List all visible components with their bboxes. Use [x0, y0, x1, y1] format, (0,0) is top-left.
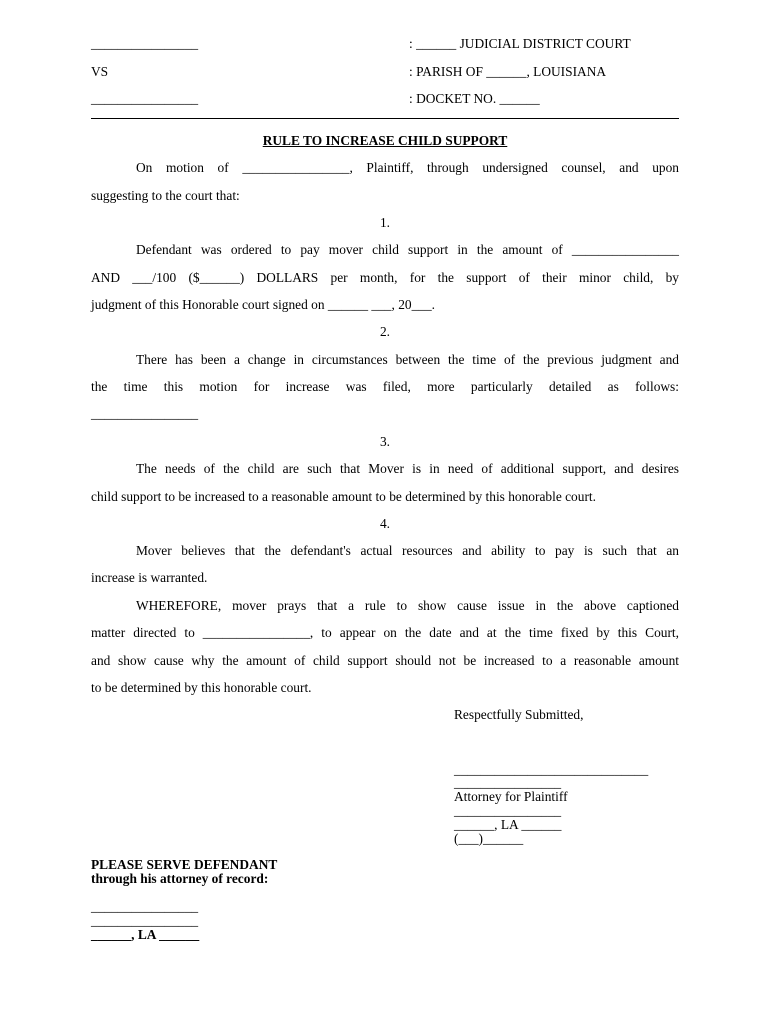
wherefore-line-3: and show cause why the amount of child support should not be increased to a reasonable amount	[91, 653, 679, 668]
signature-city: ______, LA ______	[454, 817, 562, 832]
caption-divider	[91, 118, 679, 119]
wherefore-line-4: to be determined by this honorable court.	[91, 680, 312, 695]
signature-line: _____________________________	[454, 762, 649, 777]
paragraph-4-line-2: increase is warranted.	[91, 570, 208, 585]
paragraph-1-line-3: judgment of this Honorable court signed on ______ ___, 20___.	[91, 297, 436, 312]
signature-phone: (___)______	[454, 831, 524, 846]
paragraph-3-line-1: The needs of the child are such that Mover is in need of additional support, and desires	[136, 461, 679, 476]
paragraph-number-1: 1.	[379, 215, 391, 230]
wherefore-line-2: matter directed to ________________, to appear on the date and at the time fixed by this Court,	[91, 625, 679, 640]
paragraph-2-line-1: There has been a change in circumstances between the time of the previous judgment and	[136, 352, 679, 367]
service-heading-2: through his attorney of record:	[91, 871, 269, 886]
signature-role: Attorney for Plaintiff	[454, 789, 568, 804]
caption-defendant-blank: ________________	[91, 91, 199, 106]
paragraph-2-line-3: ________________	[91, 406, 199, 421]
service-blank-2: ________________	[91, 913, 199, 928]
service-city: ______, LA ______	[91, 927, 200, 942]
intro-line-1: On motion of ________________, Plaintiff, through undersigned counsel, and upon	[136, 160, 679, 175]
signature-address-blank: ________________	[454, 803, 562, 818]
paragraph-number-3: 3.	[379, 434, 391, 449]
wherefore-line-1: WHEREFORE, mover prays that a rule to show cause issue in the above captioned	[136, 598, 679, 613]
caption-court: : ______ JUDICIAL DISTRICT COURT	[409, 36, 631, 51]
caption-docket: : DOCKET NO. ______	[409, 91, 540, 106]
paragraph-3-line-2: child support to be increased to a reasonable amount to be determined by this honorable court.	[91, 489, 596, 504]
intro-line-2: suggesting to the court that:	[91, 188, 240, 203]
signature-closing: Respectfully Submitted,	[454, 707, 584, 722]
paragraph-4-line-1: Mover believes that the defendant's actual resources and ability to pay is such that an	[136, 543, 679, 558]
signature-name-blank: ________________	[454, 775, 562, 790]
service-heading-1: PLEASE SERVE DEFENDANT	[91, 857, 278, 872]
paragraph-number-4: 4.	[379, 516, 391, 531]
document-title: RULE TO INCREASE CHILD SUPPORT	[262, 133, 508, 148]
paragraph-2-line-2: the time this motion for increase was filed, more particularly detailed as follows:	[91, 379, 679, 394]
paragraph-1-line-1: Defendant was ordered to pay mover child support in the amount of ________________	[136, 242, 679, 257]
paragraph-1-line-2: AND ___/100 ($______) DOLLARS per month, for the support of their minor child, by	[91, 270, 679, 285]
caption-plaintiff-blank: ________________	[91, 36, 199, 51]
caption-parish: : PARISH OF ______, LOUISIANA	[409, 64, 607, 79]
service-blank-1: ________________	[91, 899, 199, 914]
caption-vs: VS	[91, 64, 109, 79]
paragraph-number-2: 2.	[379, 324, 391, 339]
